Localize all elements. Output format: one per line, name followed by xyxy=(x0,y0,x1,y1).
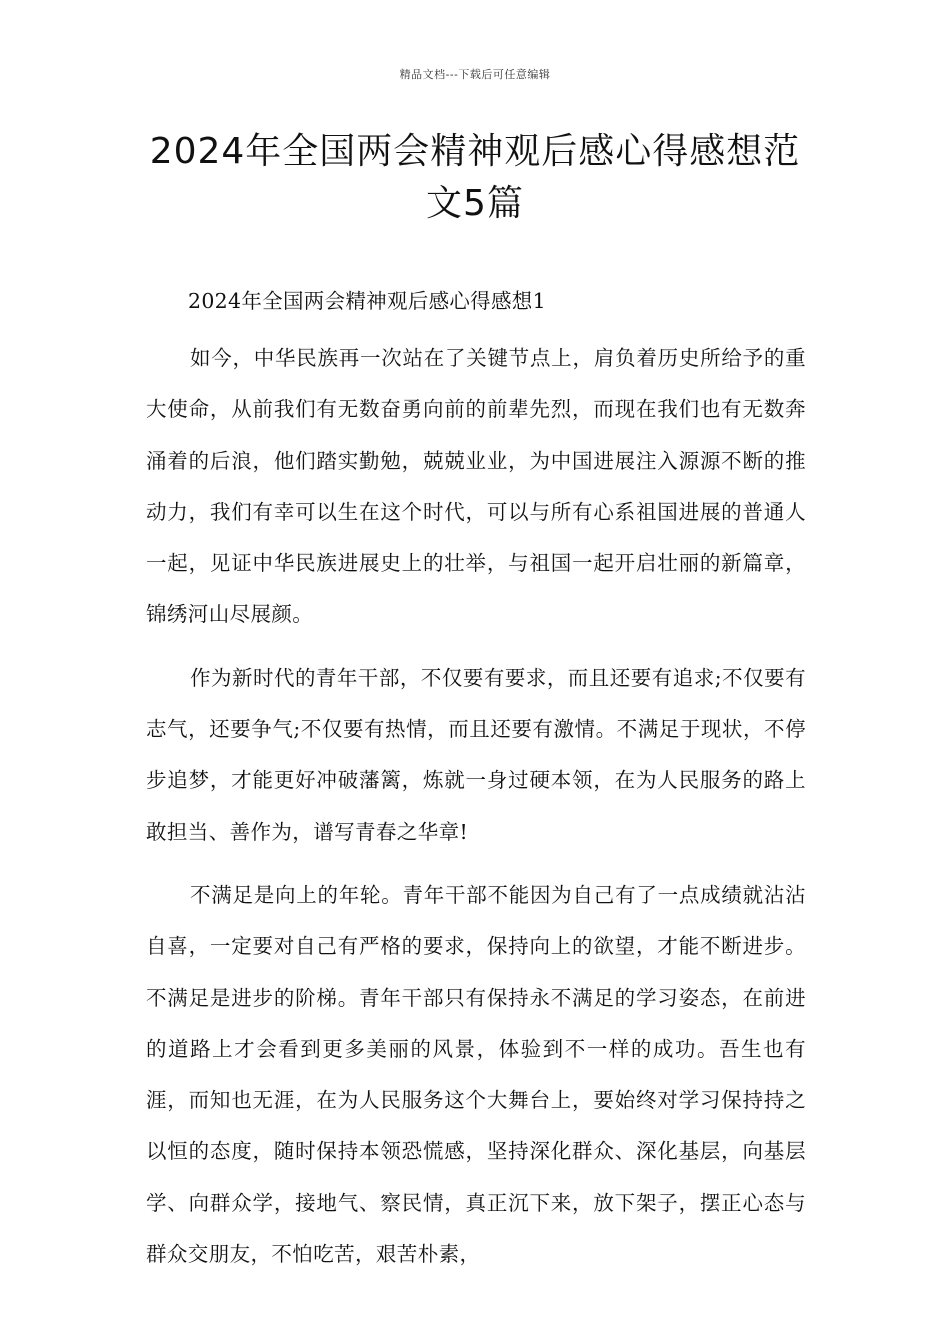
document-title: 2024年全国两会精神观后感心得感想范文5篇 xyxy=(149,131,801,224)
paragraph: 不满足是向上的年轮。青年干部不能因为自己有了一点成绩就沾沾自喜，一定要对自己有严格的要求，保持向上的欲望，才能不断进步。不满足是进步的阶梯。青年干部只有保持永不满足的学习姿态，在前进的道路上才会看到更多美丽的风景，体验到不一样的成功。吾生也有涯，而知也无涯，在为人民服务这个大舞台上，要始终对学习保持持之以恒的态度，随时保持本领恐慌感，坚持深化群众、深化基层，向基层学、向群众学，接地气、察民情，真正沉下来，放下架子，摆正心态与群众交朋友，不怕吃苦，艰苦朴素， xyxy=(146,882,806,1267)
section-heading: 2024年全国两会精神观后感心得感想1 xyxy=(188,289,546,313)
header-note: 精品文档---下载后可任意编辑 xyxy=(399,68,551,81)
paragraph: 作为新时代的青年干部，不仅要有要求，而且还要有追求;不仅要有志气，还要争气;不仅要有热情，而且还要有激情。不满足于现状，不停步追梦，才能更好冲破藩篱，炼就一身过硬本领，在为人民服务的路上敢担当、善作为，谱写青春之华章! xyxy=(146,665,806,844)
document-body xyxy=(146,281,806,1280)
paragraph: 如今，中华民族再一次站在了关键节点上，肩负着历史所给予的重大使命，从前我们有无数奋勇向前的前辈先烈，而现在我们也有无数奔涌着的后浪，他们踏实勤勉，兢兢业业，为中国进展注入源源不断的推动力，我们有幸可以生在这个时代，可以与所有心系祖国进展的普通人一起，见证中华民族进展史上的壮举，与祖国一起开启壮丽的新篇章，锦绣河山尽展颜。 xyxy=(146,346,806,627)
